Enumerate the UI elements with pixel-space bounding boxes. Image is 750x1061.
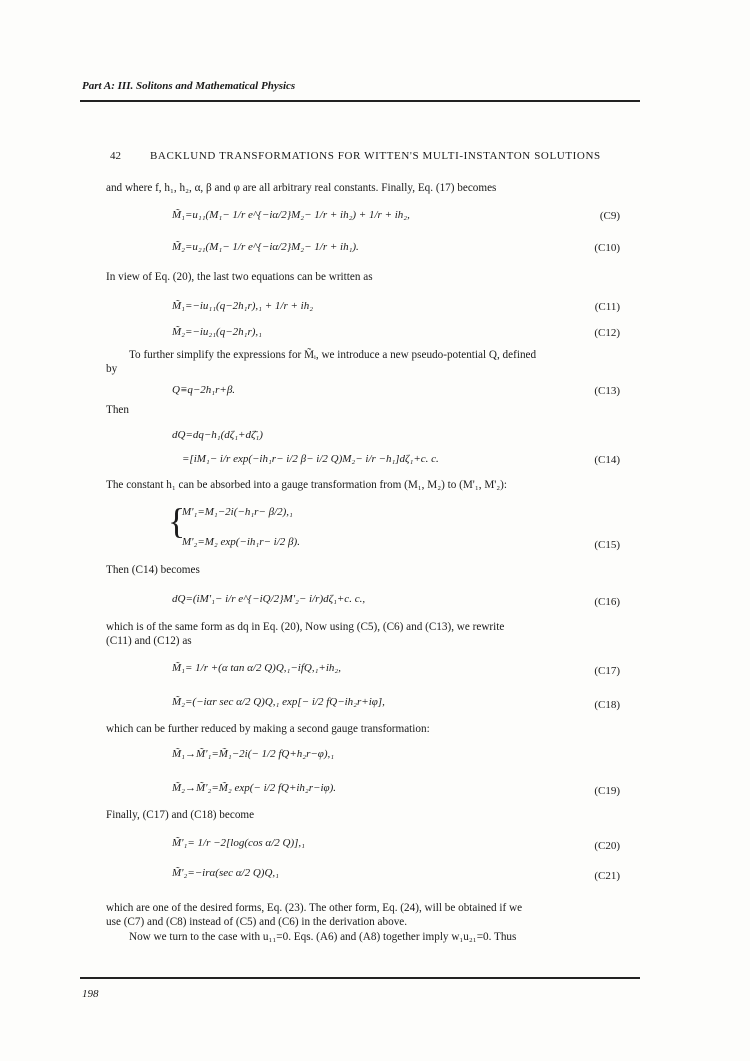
equation-label-c20: (C20) xyxy=(594,840,620,852)
chapter-number: 42 xyxy=(110,150,121,162)
finally-paragraph: Finally, (C17) and (C18) become xyxy=(106,809,255,821)
equation-c20: M̃'₁= 1/r −2[log(cos α/2 Q)],₁ xyxy=(172,837,305,849)
equation-c13: Q≡q−2h₁r+β. xyxy=(172,384,236,396)
equation-label-c9: (C9) xyxy=(599,210,620,222)
equation-label-c14: (C14) xyxy=(594,454,620,466)
desired-line1: which are one of the desired forms, Eq. (23). The other form, Eq. (24), will be obtained if we xyxy=(106,902,523,914)
equation-c18: M̃₂=(−iαr sec α/2 Q)Q,₁ exp[− i/2 fQ−ih₂r+iφ], xyxy=(172,696,385,708)
equation-c15-line1: M'₁=M₁−2i(−h₁r− β/2),₁ xyxy=(182,506,293,518)
equation-c12: M̃₂=−iu₂₁(q−2h₁r),₁ xyxy=(172,326,262,338)
further-paragraph-line1: To further simplify the expressions for M̃ᵢ, we introduce a new pseudo-potential Q, defined xyxy=(129,349,537,361)
equation-label-c16: (C16) xyxy=(594,596,620,608)
equation-label-c10: (C10) xyxy=(594,242,620,254)
then-c14-paragraph: Then (C14) becomes xyxy=(106,564,200,576)
equation-c14-line2: =[iM₁− i/r exp(−ih₁r− i/2 β− i/2 Q)M₂− i/r −h₁]dζ₁+c. c. xyxy=(182,453,439,465)
equation-c21: M̃'₂=−irα(sec α/2 Q)Q,₁ xyxy=(172,867,279,879)
equation-label-c19: (C19) xyxy=(594,785,620,797)
equation-label-c12: (C12) xyxy=(594,327,620,339)
same-form-line2: (C11) and (C12) as xyxy=(106,635,192,647)
header-rule xyxy=(80,100,640,102)
equation-c16: dQ=(iM'₁− i/r e^{−iQ/2}M'₂− i/r)dζ₁+c. c., xyxy=(172,593,366,605)
part-header: Part A: III. Solitons and Mathematical Physics xyxy=(82,80,296,92)
equation-label-c13: (C13) xyxy=(594,385,620,397)
equation-label-c11: (C11) xyxy=(594,301,620,313)
second-gauge-paragraph: which can be further reduced by making a second gauge transformation: xyxy=(106,723,430,735)
equation-c19-line1: M̃₁→M̃'₁=M̃₁−2i(− 1/2 fQ+h₂r−φ),₁ xyxy=(172,748,335,760)
equation-c17: M̃₁= 1/r +(α tan α/2 Q)Q,₁−ifQ,₁+ih₂, xyxy=(172,662,341,674)
desired-line2: use (C7) and (C8) instead of (C5) and (C6) in the derivation above. xyxy=(106,916,408,928)
constant-paragraph: The constant h₁ can be absorbed into a gauge transformation from (M₁, M₂) to (M'₁, M'₂): xyxy=(106,479,508,491)
page-number: 198 xyxy=(82,988,99,1000)
equation-label-c21: (C21) xyxy=(594,870,620,882)
equation-c19-line2: M̃₂→M̃'₂=M̃₂ exp(− i/2 fQ+ih₂r−iφ). xyxy=(172,782,337,794)
intro-paragraph: and where f, h₁, h₂, α, β and φ are all arbitrary real constants. Finally, Eq. (17) becomes xyxy=(106,182,497,194)
equation-label-c18: (C18) xyxy=(594,699,620,711)
equation-c10: M̃₂=u₂₁(M₁− 1/r e^{−iα/2}M₂− 1/r + ih₁). xyxy=(172,241,359,253)
same-form-line1: which is of the same form as dq in Eq. (20), Now using (C5), (C6) and (C13), we rewrite xyxy=(106,621,505,633)
equation-c14-line1: dQ=dq−h₁(dζ₁+dζ̄₁) xyxy=(172,429,263,441)
then-label: Then xyxy=(106,404,129,416)
further-paragraph-line2: by xyxy=(106,363,118,375)
equation-c15-line2: M'₂=M₂ exp(−ih₁r− i/2 β). xyxy=(182,536,300,548)
equation-c9: M̃₁=u₁₁(M₁− 1/r e^{−iα/2}M₂− 1/r + ih₂) + 1/r + ih₂, xyxy=(172,209,410,221)
left-brace: { xyxy=(168,501,186,541)
equation-label-c17: (C17) xyxy=(594,665,620,677)
footer-rule xyxy=(80,977,640,979)
now-case-line: Now we turn to the case with u₁₁=0. Eqs. (A6) and (A8) together imply w₁u₂₁=0. Thus xyxy=(129,931,517,943)
equation-c11: M̃₁=−iu₁₁(q−2h₁r),₁ + 1/r + ih₂ xyxy=(172,300,314,312)
chapter-title: BACKLUND TRANSFORMATIONS FOR WITTEN'S MULTI-INSTANTON SOLUTIONS xyxy=(150,150,601,162)
view-of-paragraph: In view of Eq. (20), the last two equations can be written as xyxy=(106,271,373,283)
equation-label-c15: (C15) xyxy=(594,539,620,551)
